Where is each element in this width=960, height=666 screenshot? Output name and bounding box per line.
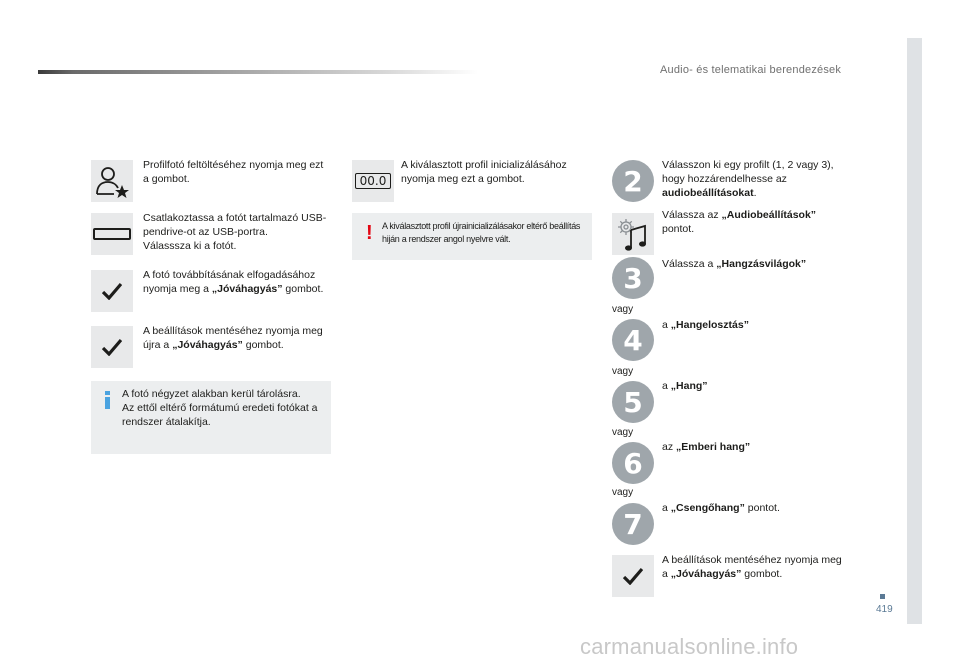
warning-icon: ! — [366, 222, 373, 244]
checkmark-icon — [623, 567, 643, 585]
section-title: Audio- és telematikai berendezések — [660, 64, 842, 76]
step-confirm-photo-text: A fotó továbbításának elfogadásához nyomja meg a „Jóváhagyás” gombot. — [143, 269, 324, 295]
or-label: vagy — [612, 487, 634, 498]
audio-settings-icon — [613, 214, 653, 254]
info-icon-bar — [105, 397, 110, 409]
final-confirm-button[interactable] — [612, 555, 654, 597]
step-usb-text: Csatlakoztassa a fotót tartalmazó USB-pendrive-ot az USB-portra. Válasssza ki a fotót. — [143, 212, 327, 252]
checkmark-icon — [102, 282, 122, 300]
profile-photo-button[interactable] — [91, 160, 133, 202]
usb-icon — [93, 228, 131, 240]
confirm-button[interactable] — [91, 270, 133, 312]
step-badge-7: 7 — [612, 503, 654, 545]
step-badge-2: 2 — [612, 160, 654, 202]
page-number-marker — [880, 594, 885, 599]
profile-photo-icon — [92, 161, 132, 201]
info-note — [91, 381, 331, 454]
checkmark-icon — [102, 338, 122, 356]
step-badge-4: 4 — [612, 319, 654, 361]
step-upload-photo-text: Profilfotó feltöltéséhez nyomja meg ezt a gombot. — [143, 159, 324, 185]
step-badge-6: 6 — [612, 442, 654, 484]
info-icon-dot — [105, 391, 110, 395]
audio-settings-text: Válassza az „Audiobeállítások” pontot. — [662, 209, 817, 235]
step-3-text: Válassza a „Hangzásvilágok” — [662, 258, 807, 270]
step-badge-3: 3 — [612, 257, 654, 299]
warning-note-text: A kiválasztott profil újrainicializálásakor eltérő beállítás hiján a rendszer angol nyelvre vált. — [382, 221, 581, 244]
page-side-strip — [907, 38, 922, 624]
step-7-text: a „Csengőhang” pontot. — [662, 502, 780, 514]
info-note-text: A fotó négyzet alakban kerül tárolásra. Az ettől eltérő formátumú eredeti fotókat a rendszer átalakítja. — [122, 388, 318, 428]
final-save-text: A beállítások mentéséhez nyomja meg a „Jóváhagyás” gombot. — [662, 554, 842, 580]
or-label: vagy — [612, 427, 634, 438]
watermark: carmanualsonline.info — [580, 634, 799, 659]
confirm-save-button[interactable] — [91, 326, 133, 368]
header-decoration-bar — [38, 70, 478, 74]
audio-settings-button[interactable] — [612, 213, 654, 255]
step-2-text: Válasszon ki egy profilt (1, 2 vagy 3), hogy hozzárendelhesse az audiobeállításokat. — [662, 159, 834, 199]
reset-profile-text: A kiválasztott profil inicializálásához nyomja meg ezt a gombot. — [401, 159, 567, 185]
page-number: 419 — [876, 604, 893, 615]
step-6-text: az „Emberi hang” — [662, 441, 751, 453]
or-label: vagy — [612, 366, 634, 377]
step-save-text: A beállítások mentéséhez nyomja meg újra a „Jóváhagyás” gombot. — [143, 325, 323, 351]
reset-display: 00.0 — [355, 173, 392, 189]
step-4-text: a „Hangelosztás” — [662, 319, 749, 331]
usb-button[interactable] — [91, 213, 133, 255]
warning-note — [352, 213, 592, 260]
or-label: vagy — [612, 304, 634, 315]
profile-reset-button[interactable] — [352, 160, 394, 202]
step-badge-5: 5 — [612, 381, 654, 423]
step-5-text: a „Hang” — [662, 380, 708, 392]
